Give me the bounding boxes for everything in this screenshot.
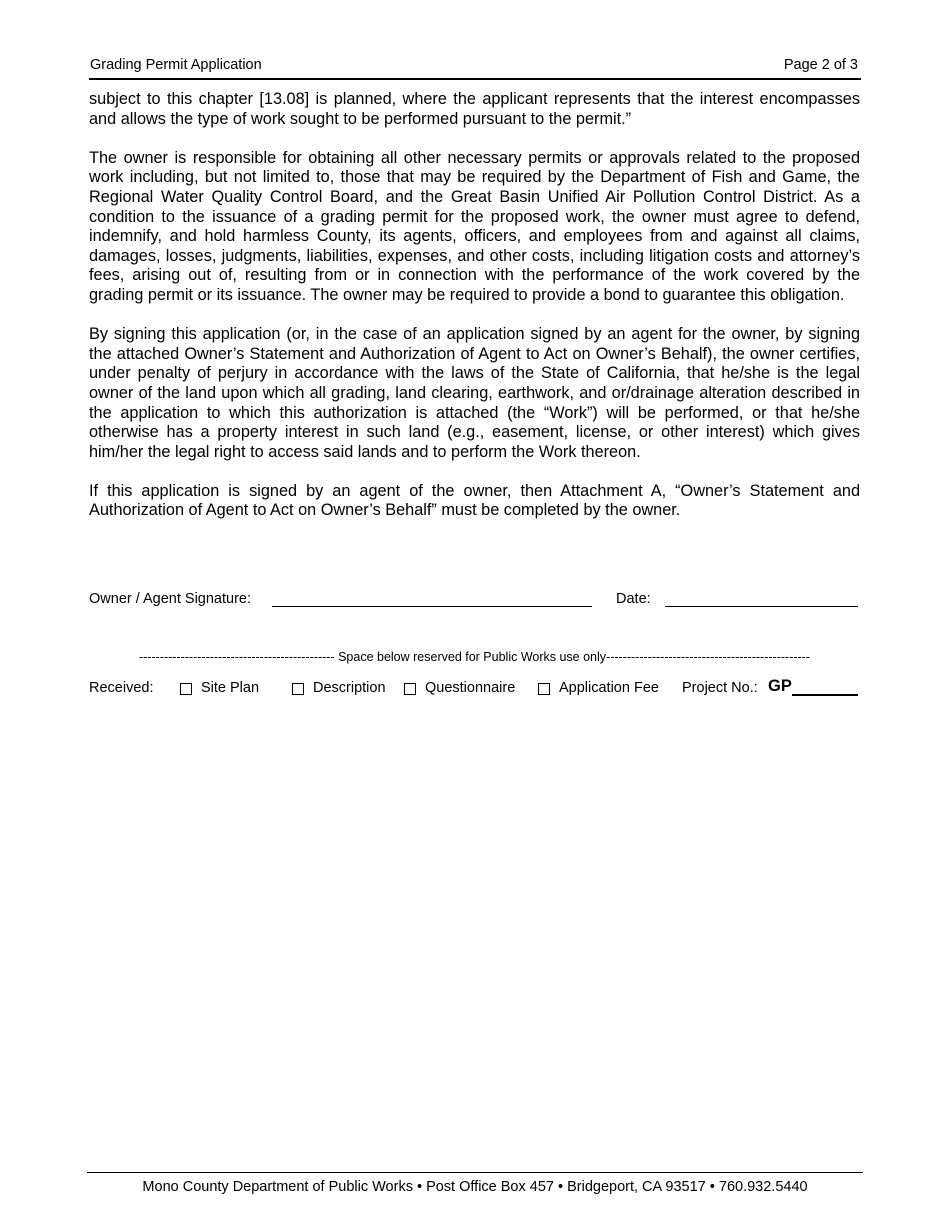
paragraph-4: If this application is signed by an agent of the owner, then Attachment A, “Owner’s Statement and Authorization of Agent to Act on Owner’s Behalf” must be completed by the owner. [89,481,860,520]
questionnaire-checkbox[interactable] [404,683,416,695]
reserved-separator: ----------------------------------------------- Space below reserved for Public Works use only------------------------------------------------- [138,650,811,664]
project-prefix: GP [768,677,792,695]
signature-label: Owner / Agent Signature: [89,591,252,607]
project-number-label: Project No.: [682,680,758,696]
date-field[interactable] [665,606,858,607]
description-label: Description [313,680,386,696]
project-number-field[interactable] [792,694,858,696]
body-text [89,90,860,541]
paragraph-2: The owner is responsible for obtaining all other necessary permits or approvals related to the proposed work including, but not limited to, those that may be required by the Department of Fish and Game, the Regional Water Quality Control Board, and the Great Basin Unified Air Pollution Control District. As a condition to the issuance of a grading permit for the proposed work, the owner must agree to defend, indemnify, and hold harmless County, its agents, officers, and employees from and against all claims, damages, losses, judgments, liabilities, expenses, and other costs, including litigation costs and attorney’s fees, arising out of, resulting from or in connection with the performance of the work covered by the grading permit or its issuance. The owner may be required to provide a bond to guarantee this obligation. [89,148,860,304]
received-row [89,678,860,700]
application-fee-checkbox[interactable] [538,683,550,695]
date-label: Date: [616,591,651,607]
document-title: Grading Permit Application [90,57,262,73]
page-footer: Mono County Department of Public Works • Post Office Box 457 • Bridgeport, CA 93517 • 760.932.5440 [87,1172,863,1195]
questionnaire-label: Questionnaire [425,680,516,696]
paragraph-3: By signing this application (or, in the case of an application signed by an agent for the owner, by signing the attached Owner’s Statement and Authorization of Agent to Act on Owner’s Behalf), the owner certifies, under penalty of perjury in accordance with the laws of the State of California, that he/she is the legal owner of the land upon which all grading, land clearing, earthwork, and or/drainage alteration described in the application to which this authorization is attached (the “Work”) will be performed, or that he/she otherwise has a property interest in such land (e.g., easement, license, or other interest) which gives him/her the legal right to access said lands and to perform the Work thereon. [89,325,860,461]
site-plan-label: Site Plan [201,680,260,696]
signature-row [89,589,860,611]
page-header [89,54,861,80]
signature-field[interactable] [272,606,592,607]
page-number: Page 2 of 3 [783,57,858,73]
received-label: Received: [89,680,154,696]
description-checkbox[interactable] [292,683,304,695]
paragraph-1: subject to this chapter [13.08] is planned, where the applicant represents that the interest encompasses and allows the type of work sought to be performed pursuant to the permit.” [89,90,860,128]
site-plan-checkbox[interactable] [180,683,192,695]
application-fee-label: Application Fee [559,680,659,696]
